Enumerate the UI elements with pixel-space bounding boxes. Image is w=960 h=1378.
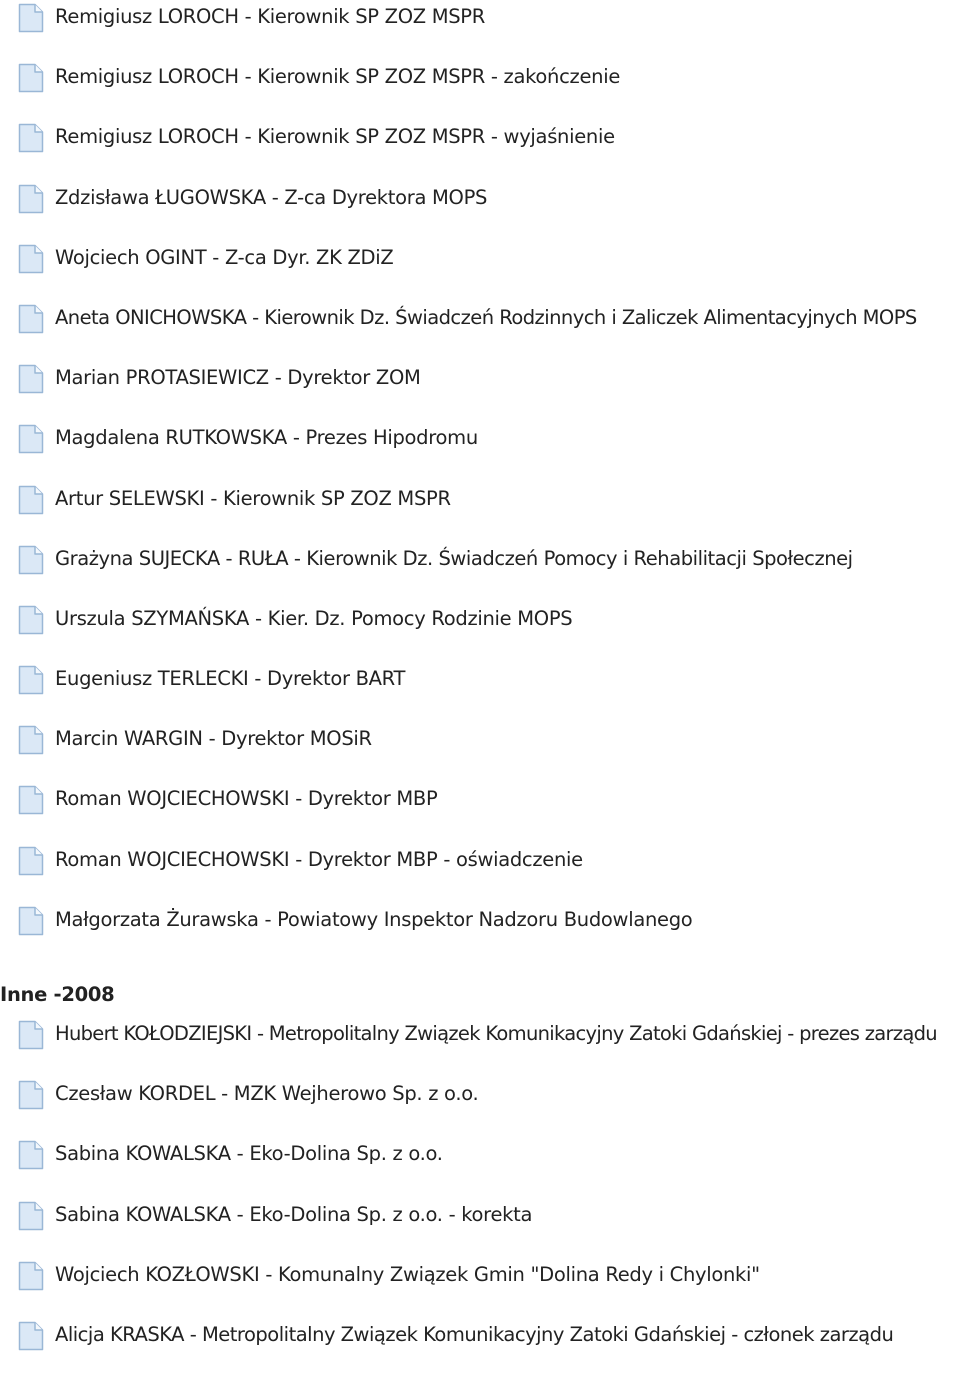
section-heading: Inne -2008 (0, 983, 115, 1006)
list-item (0, 60, 960, 120)
document-page-icon (18, 725, 44, 755)
document-page-icon (18, 123, 44, 153)
document-page-icon (18, 545, 44, 575)
list-item (0, 241, 960, 301)
document-page-icon (18, 63, 44, 93)
document-page-icon (18, 1201, 44, 1231)
document-link[interactable]: Aneta ONICHOWSKA - Kierownik Dz. Świadczeń Rodzinnych i Zaliczek Alimentacyjnych MOPS (55, 305, 917, 329)
document-link[interactable]: Sabina KOWALSKA - Eko-Dolina Sp. z o.o. - korekta (55, 1202, 533, 1226)
document-link[interactable]: Grażyna SUJECKA - RUŁA - Kierownik Dz. Świadczeń Pomocy i Rehabilitacji Społecznej (55, 546, 853, 570)
document-link[interactable]: Sabina KOWALSKA - Eko-Dolina Sp. z o.o. (55, 1142, 443, 1166)
document-page-icon (18, 785, 44, 815)
list-item (0, 301, 960, 361)
document-link[interactable]: Roman WOJCIECHOWSKI - Dyrektor MBP - oświadczenie (55, 847, 583, 871)
document-link[interactable]: Remigiusz LOROCH - Kierownik SP ZOZ MSPR - wyjaśnienie (55, 125, 615, 149)
list-item (0, 1017, 960, 1077)
document-page-icon (18, 364, 44, 394)
document-page-icon (18, 184, 44, 214)
document-page-icon (18, 605, 44, 635)
document-page-icon (18, 244, 44, 274)
document-link[interactable]: Roman WOJCIECHOWSKI - Dyrektor MBP (55, 787, 438, 811)
list-item (0, 722, 960, 782)
list-item (0, 1198, 960, 1258)
document-link[interactable]: Eugeniusz TERLECKI - Dyrektor BART (55, 667, 406, 691)
list-item (0, 903, 960, 963)
list-item (0, 482, 960, 542)
document-link[interactable]: Marian PROTASIEWICZ - Dyrektor ZOM (55, 366, 421, 390)
list-item (0, 843, 960, 903)
document-link[interactable]: Marcin WARGIN - Dyrektor MOSiR (55, 727, 372, 751)
document-link[interactable]: Wojciech KOZŁOWSKI - Komunalny Związek Gmin "Dolina Redy i Chylonki" (55, 1262, 760, 1286)
document-page-icon (18, 906, 44, 936)
list-item (0, 421, 960, 481)
document-page-icon (18, 846, 44, 876)
list-item (0, 662, 960, 722)
document-page-icon (18, 1321, 44, 1351)
document-link[interactable]: Magdalena RUTKOWSKA - Prezes Hipodromu (55, 426, 478, 450)
list-item (0, 542, 960, 602)
list-item (0, 782, 960, 842)
document-page-icon (18, 424, 44, 454)
list-item (0, 0, 960, 60)
document-link[interactable]: Remigiusz LOROCH - Kierownik SP ZOZ MSPR (55, 5, 486, 28)
document-page-icon (18, 1261, 44, 1291)
document-page-icon (18, 665, 44, 695)
list-item (0, 1258, 960, 1318)
document-list-inne (0, 1017, 960, 1378)
document-page-icon (18, 485, 44, 515)
document-page-icon (18, 1020, 44, 1050)
document-link[interactable]: Czesław KORDEL - MZK Wejherowo Sp. z o.o. (55, 1082, 479, 1106)
list-item (0, 602, 960, 662)
list-item (0, 1077, 960, 1137)
document-link[interactable]: Remigiusz LOROCH - Kierownik SP ZOZ MSPR - zakończenie (55, 65, 621, 89)
list-item (0, 1318, 960, 1378)
document-link[interactable]: Urszula SZYMAŃSKA - Kier. Dz. Pomocy Rodzinie MOPS (55, 606, 573, 630)
document-link[interactable]: Zdzisława ŁUGOWSKA - Z-ca Dyrektora MOPS (55, 185, 488, 209)
document-page-icon (18, 3, 44, 33)
list-item (0, 1137, 960, 1197)
document-page-icon (18, 1080, 44, 1110)
document-page-icon (18, 304, 44, 334)
document-link[interactable]: Alicja KRASKA - Metropolitalny Związek Komunikacyjny Zatoki Gdańskiej - członek zarządu (55, 1322, 894, 1346)
document-page-icon (18, 1140, 44, 1170)
list-item (0, 181, 960, 241)
document-link[interactable]: Małgorzata Żurawska - Powiatowy Inspektor Nadzoru Budowlanego (55, 907, 693, 931)
list-item (0, 120, 960, 180)
document-link[interactable]: Hubert KOŁODZIEJSKI - Metropolitalny Związek Komunikacyjny Zatoki Gdańskiej - prezes zarządu (55, 1022, 937, 1045)
document-link[interactable]: Wojciech OGINT - Z-ca Dyr. ZK ZDiZ (55, 245, 394, 269)
list-item (0, 361, 960, 421)
document-link[interactable]: Artur SELEWSKI - Kierownik SP ZOZ MSPR (55, 486, 451, 510)
